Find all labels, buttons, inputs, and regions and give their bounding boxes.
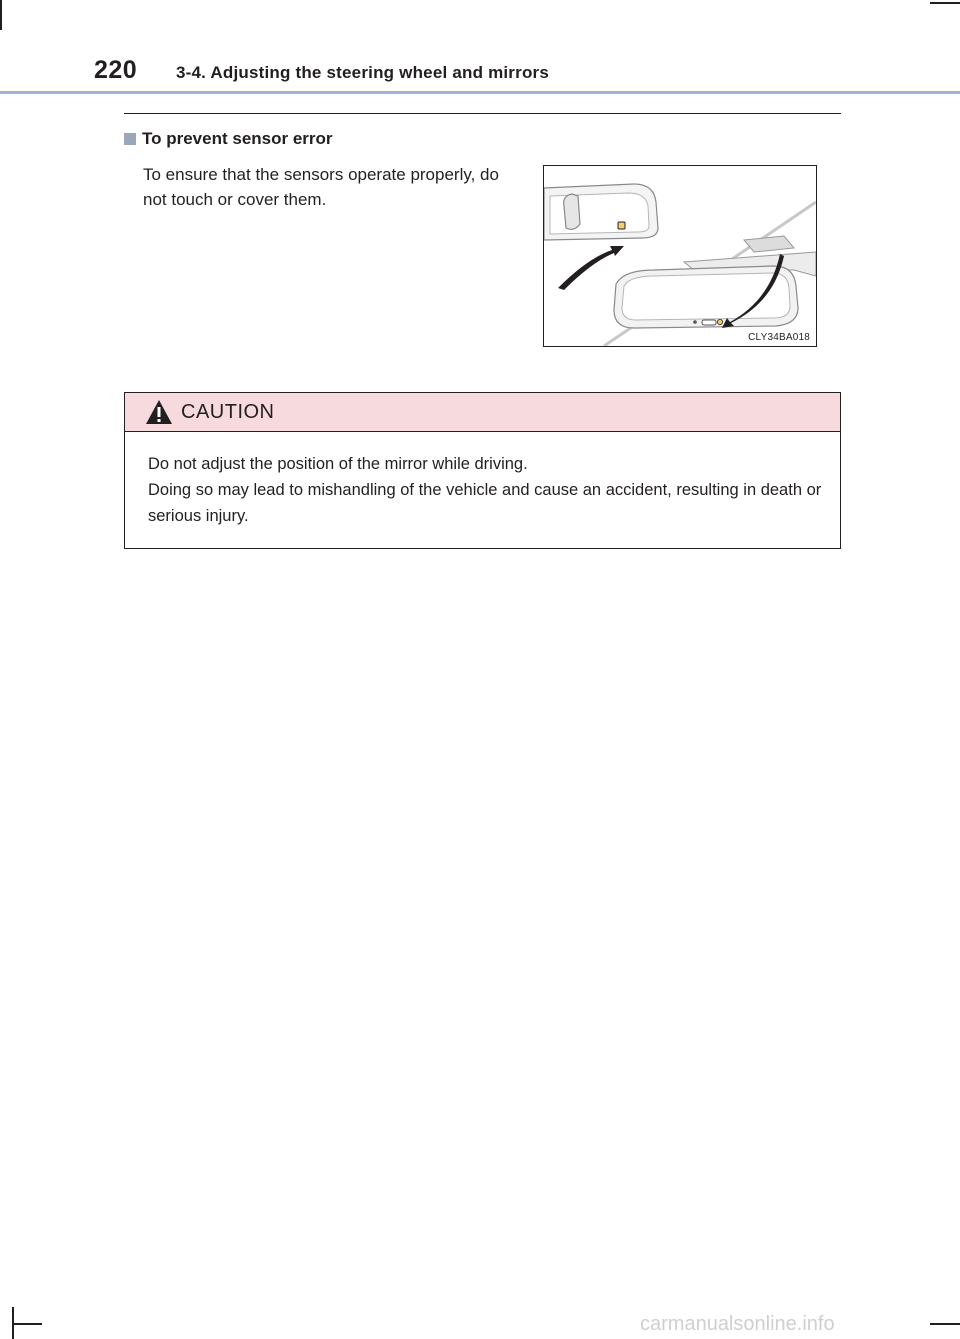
bullet-square-icon bbox=[124, 133, 136, 145]
crop-mark bbox=[930, 2, 960, 4]
arrow-upper bbox=[558, 246, 624, 290]
figure-code: CLY34BA018 bbox=[748, 332, 810, 343]
lower-button bbox=[702, 320, 716, 325]
roof-console bbox=[744, 236, 794, 252]
warning-icon bbox=[144, 398, 174, 426]
page-number: 220 bbox=[94, 56, 138, 84]
lower-sensor bbox=[717, 319, 722, 324]
mirror-illustration-svg bbox=[544, 166, 816, 346]
caution-header bbox=[125, 393, 840, 432]
header-rule bbox=[0, 91, 960, 94]
chapter-title: 3-4. Adjusting the steering wheel and mirrors bbox=[176, 63, 549, 82]
mirror-sensor-illustration bbox=[543, 165, 817, 347]
caution-line-2: Doing so may lead to mishandling of the vehicle and cause an accident, resulting in death or serious injury. bbox=[148, 481, 822, 525]
lower-indicator bbox=[693, 320, 697, 324]
upper-sensor bbox=[618, 222, 625, 229]
svg-text:carmanualsonline.info: carmanualsonline.info bbox=[640, 1313, 835, 1335]
caution-text bbox=[148, 451, 838, 529]
crop-mark bbox=[0, 0, 2, 30]
section-rule bbox=[124, 113, 841, 114]
caution-title: CAUTION bbox=[181, 401, 275, 423]
crop-mark bbox=[14, 1323, 42, 1325]
caution-box bbox=[124, 392, 841, 549]
mirror-mount bbox=[564, 194, 580, 229]
section-body: To ensure that the sensors operate properly, do not touch or cover them. bbox=[143, 165, 499, 209]
section-heading-text: To prevent sensor error bbox=[142, 129, 333, 148]
section-heading bbox=[124, 129, 333, 149]
caution-line-1: Do not adjust the position of the mirror while driving. bbox=[148, 455, 528, 473]
watermark-logo bbox=[640, 1312, 960, 1336]
